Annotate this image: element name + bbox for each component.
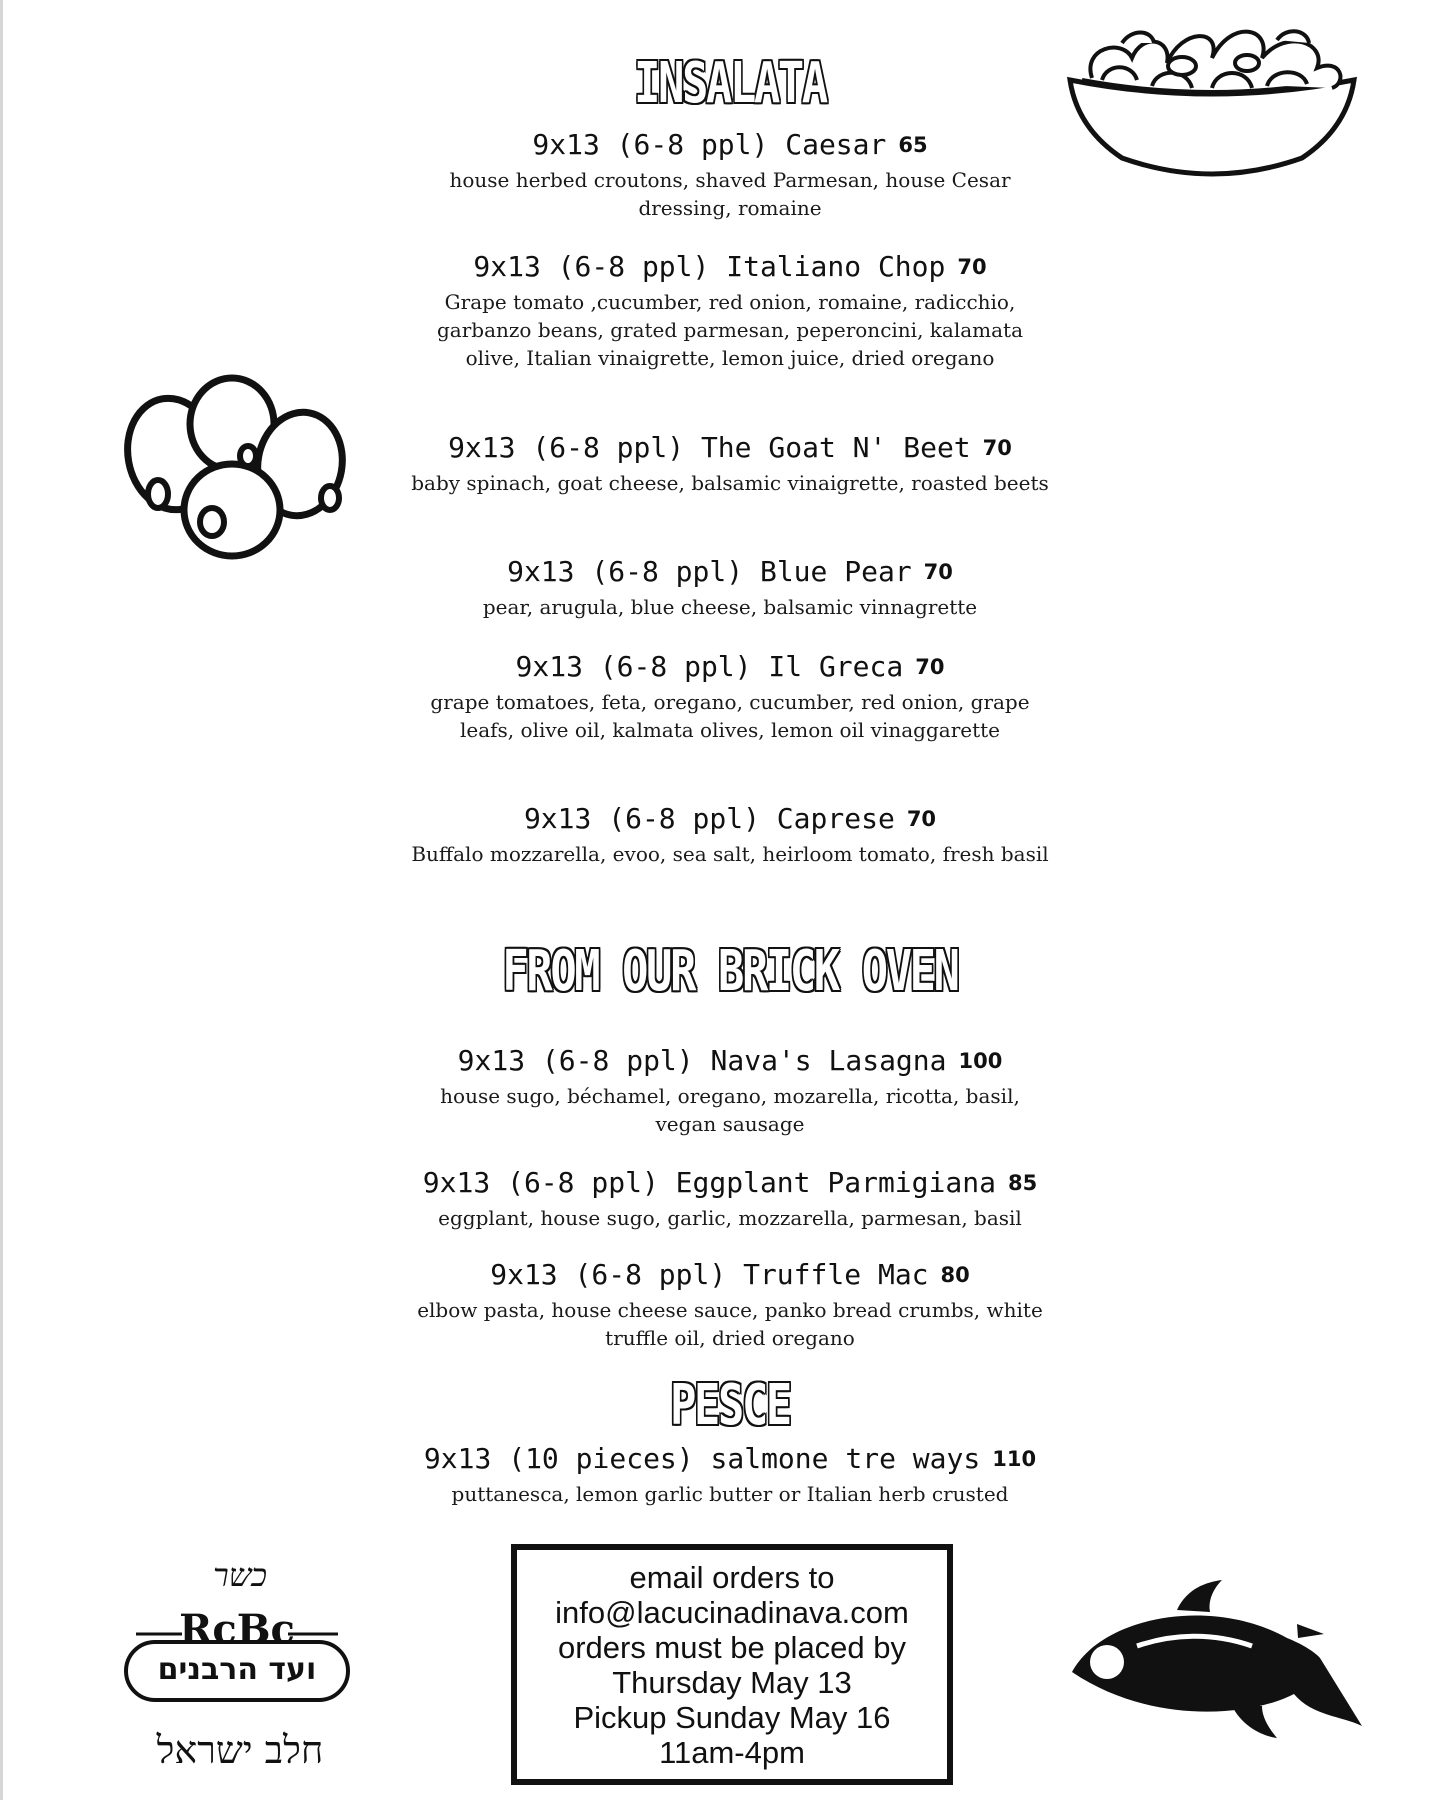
item-price: 70 xyxy=(957,255,987,279)
item-description: pear, arugula, blue cheese, balsamic vinnagrette xyxy=(482,595,978,619)
item-description: puttanesca, lemon garlic butter or Italian herb crusted xyxy=(451,1482,1009,1506)
item-name: 9x13 (6-8 ppl) Blue Pear xyxy=(507,555,912,588)
menu-item-goat-n-beet xyxy=(400,431,1060,497)
item-price: 100 xyxy=(958,1049,1003,1073)
fish-icon xyxy=(1062,1576,1372,1746)
menu-item-caesar xyxy=(400,128,1060,222)
item-description: baby spinach, goat cheese, balsamic vinaigrette, roasted beets xyxy=(411,471,1049,495)
olives-icon xyxy=(120,372,352,564)
item-price: 85 xyxy=(1007,1171,1038,1195)
pickup-date: Pickup Sunday May 16 xyxy=(573,1700,891,1735)
item-name: 9x13 (6-8 ppl) Truffle Mac xyxy=(490,1258,929,1291)
item-price: 70 xyxy=(906,807,937,831)
pickup-hours: 11am-4pm xyxy=(659,1735,805,1770)
menu-item-truffle-mac xyxy=(400,1258,1060,1352)
item-description: house herbed croutons, shaved Parmesan, house Cesar dressing, romaine xyxy=(449,168,1011,220)
item-name: 9x13 (10 pieces) salmone tre ways xyxy=(423,1442,981,1475)
item-name: 9x13 (6-8 ppl) Nava's Lasagna xyxy=(457,1044,947,1077)
item-price: 70 xyxy=(982,436,1012,460)
item-description: eggplant, house sugo, garlic, mozzarella, parmesan, basil xyxy=(438,1206,1022,1230)
rcbc-seal-text: ועד הרבנים xyxy=(157,1652,317,1687)
order-line-email-label: email orders to xyxy=(629,1560,835,1595)
menu-item-italiano-chop xyxy=(400,250,1060,372)
menu-item-il-greca xyxy=(400,650,1060,744)
rcbc-kosher-logo xyxy=(122,1600,352,1714)
chalav-yisrael-label: חלב ישראל xyxy=(156,1728,324,1772)
section-title-brick-oven: FROM OUR BRICK OVEN xyxy=(502,939,958,1004)
item-name: 9x13 (6-8 ppl) Italiano Chop xyxy=(473,250,946,283)
item-name: 9x13 (6-8 ppl) Caesar xyxy=(532,128,887,161)
item-name: 9x13 (6-8 ppl) Caprese xyxy=(523,802,895,835)
item-description: grape tomatoes, feta, oregano, cucumber, red onion, grape leafs, olive oil, kalmata olives, lemon oil vinaggarette xyxy=(430,690,1030,742)
item-description: house sugo, béchamel, oregano, mozarella, ricotta, basil, vegan sausage xyxy=(440,1084,1020,1136)
item-name: 9x13 (6-8 ppl) Eggplant Parmigiana xyxy=(422,1166,996,1199)
item-name: 9x13 (6-8 ppl) Il Greca xyxy=(515,650,904,683)
menu-item-lasagna xyxy=(400,1044,1060,1138)
kosher-label: כשר xyxy=(212,1556,267,1594)
salad-bowl-icon xyxy=(1062,8,1362,183)
order-deadline-label: orders must be placed by xyxy=(557,1630,907,1665)
item-price: 80 xyxy=(940,1263,970,1287)
menu-item-eggplant-parmigiana xyxy=(400,1166,1060,1232)
item-description: Buffalo mozzarella, evoo, sea salt, heirloom tomato, fresh basil xyxy=(411,842,1049,866)
item-price: 65 xyxy=(898,133,928,157)
rcbc-logo-text: RcBc xyxy=(179,1606,295,1653)
menu-item-blue-pear xyxy=(400,555,1060,621)
item-description: elbow pasta, house cheese sauce, panko bread crumbs, white truffle oil, dried oregano xyxy=(417,1298,1043,1350)
item-name: 9x13 (6-8 ppl) The Goat N' Beet xyxy=(448,431,971,464)
order-deadline-date: Thursday May 13 xyxy=(612,1665,852,1700)
menu-item-caprese xyxy=(400,802,1060,868)
section-title-pesce: PESCE xyxy=(670,1373,790,1438)
page-edge xyxy=(0,0,3,1800)
item-price: 70 xyxy=(923,560,953,584)
item-description: Grape tomato ,cucumber, red onion, romaine, radicchio, garbanzo beans, grated parmesan, peperoncini, kalamata olive, Italian vinaigrette, lemon juice, dried oregano xyxy=(436,290,1023,370)
menu-item-salmone xyxy=(400,1442,1060,1508)
item-price: 70 xyxy=(915,655,945,679)
item-price: 110 xyxy=(992,1447,1037,1471)
order-info-box xyxy=(511,1544,953,1785)
section-title-insalata: INSALATA xyxy=(634,51,826,116)
order-email-address: info@lacucinadinava.com xyxy=(555,1595,909,1630)
